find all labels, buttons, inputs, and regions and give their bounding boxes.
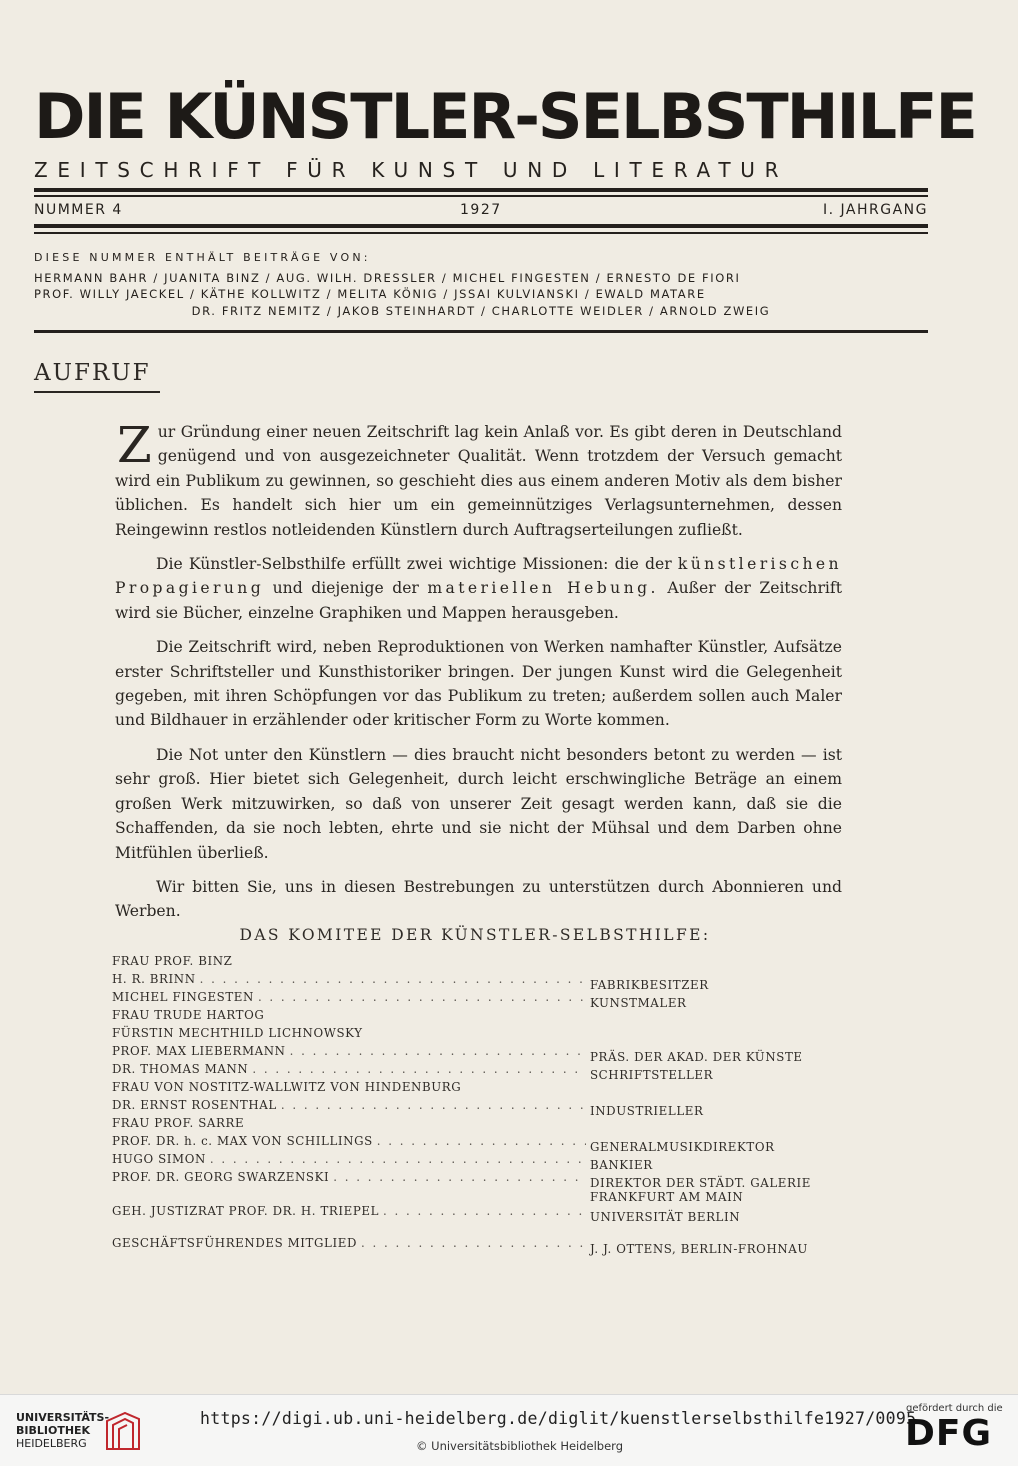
leader-dots [200,972,586,988]
committee-row [112,1044,842,1062]
managing-member-value: J. J. OTTENS, BERLIN-FROHNAU [590,1242,808,1256]
paragraph: Die Zeitschrift wird, neben Reproduktionen von Werken namhafter Künstler, Aufsätze erster Schriftsteller und Kunsthistoriker bringen. Der jungen Kunst wird die Gelegenheit gegeben, mit ihren Schöpfungen vor das Publikum zu treten; außerdem sollen auch Maler und Bildhauer in erzählender oder kritischer Form zu Worte kommen. [115,638,842,730]
committee-title: DAS KOMITEE DER KÜNSTLER-SELBSTHILFE: [239,926,711,944]
library-name-line: UNIVERSITÄTS- [16,1411,110,1424]
member-name: H. R. BRINN [112,972,196,986]
managing-member-label: GESCHÄFTSFÜHRENDES MITGLIED [112,1236,358,1250]
member-role: GENERALMUSIKDIREKTOR [590,1140,775,1154]
member-role: FABRIKBESITZER [590,978,709,992]
member-name: DR. THOMAS MANN [112,1062,249,1076]
leader-dots [377,1134,586,1150]
contributors-heading: DIESE NUMMER ENTHÄLT BEITRÄGE VON: [34,251,371,264]
committee-row [112,1170,842,1204]
paragraph-text: und diejenige der [272,579,419,598]
contributors-line: DR. FRITZ NEMITZ / JAKOB STEINHARDT / CHARLOTTE WEIDLER / ARNOLD ZWEIG [191,304,771,318]
leader-dots [210,1152,586,1168]
header-rule [34,188,928,192]
leader-dots [333,1170,586,1186]
paragraph [115,552,842,625]
library-name[interactable] [16,1411,109,1450]
article-body [115,416,842,934]
member-name: PROF. DR. h. c. MAX VON SCHILLINGS [112,1134,373,1148]
leader-dots [258,990,586,1006]
dfg-logo[interactable]: DFG [905,1413,993,1454]
library-logo-icon[interactable] [103,1409,143,1453]
header-rule-thin [34,195,928,197]
member-role: KUNSTMALER [590,996,687,1010]
committee-row [112,1098,842,1116]
member-name: MICHEL FINGESTEN [112,990,254,1004]
member-name: FRAU PROF. SARRE [112,1116,245,1130]
committee-row [112,1008,842,1026]
library-name-line: HEIDELBERG [16,1437,87,1450]
paragraph: Die Not unter den Künstlern — dies braucht nicht besonders betont zu werden — ist sehr groß. Hier bietet sich Gelegenheit, durch leicht erschwingliche Beträge an einem großen Werk mitzuwirken, so daß von unserer Zeit gesagt werden kann, daß sie die Schaffenden, da sie noch lebten, ehrte und sie nicht der Mühsal und dem Darben ohne Mitfühlen überließ. [115,745,842,862]
member-name: HUGO SIMON [112,1152,206,1166]
issue-year: 1927 [460,202,502,218]
leader-dots [290,1044,586,1060]
committee-row [112,1134,842,1152]
committee-row [112,972,842,990]
leader-dots [361,1236,586,1252]
magazine-subtitle: ZEITSCHRIFT FÜR KUNST UND LITERATUR [34,158,789,182]
paragraph-text: Die Künstler-Selbsthilfe erfüllt zwei wichtige Missionen: die der [156,555,672,574]
issue-rule-thin [34,232,928,234]
library-name-line: BIBLIOTHEK [16,1424,91,1437]
issue-rule [34,224,928,228]
member-role [590,1176,842,1204]
heading-underline [34,391,160,393]
member-role: BANKIER [590,1158,653,1172]
committee-row [112,990,842,1008]
committee-row [112,1236,842,1254]
leader-dots [252,1062,586,1078]
member-name: FÜRSTIN MECHTHILD LICHNOWSKY [112,1026,363,1040]
funding-label: gefördert durch die [906,1403,1003,1414]
leader-dots [383,1204,586,1220]
spaced-text: künstlerischen Propagierung [115,555,842,598]
magazine-title: DIE KÜNSTLER-SELBSTHILFE [34,80,976,153]
article-heading: AUFRUF [34,360,151,386]
contributors-line: HERMANN BAHR / JUANITA BINZ / AUG. WILH. DRESSLER / MICHEL FINGESTEN / ERNESTO DE FIORI [34,271,741,285]
paragraph [115,416,842,542]
member-name: GEH. JUSTIZRAT PROF. DR. H. TRIEPEL [112,1204,380,1218]
member-name: DR. ERNST ROSENTHAL [112,1098,277,1112]
drop-cap: Z [117,416,152,474]
member-name: FRAU VON NOSTITZ-WALLWITZ VON HINDENBURG [112,1080,462,1094]
member-role-line: DIREKTOR DER STÄDT. GALERIE [590,1176,811,1190]
member-role: UNIVERSITÄT BERLIN [590,1210,741,1224]
paragraph-text: ur Gründung einer neuen Zeitschrift lag kein Anlaß vor. Es gibt deren in Deutschland genügend und von ausgezeichneter Qualität. Wenn trotzdem der Versuch gemacht wird ein Publikum zu gewinnen, so geschieht dies aus einem anderen Motiv als dem bisher üblichen. Es handelt sich hier um ein gemeinnütziges Verlagsunternehmen, dessen Reingewinn restlos notleidenden Künstlern durch Auftragserteilungen zufließt. [115,423,842,539]
member-name: PROF. MAX LIEBERMANN [112,1044,286,1058]
copyright-notice: © Universitätsbibliothek Heidelberg [416,1439,624,1453]
member-role-line: FRANKFURT AM MAIN [590,1190,744,1204]
committee-row [112,1062,842,1080]
member-name: PROF. DR. GEORG SWARZENSKI [112,1170,330,1184]
member-role: PRÄS. DER AKAD. DER KÜNSTE [590,1050,803,1064]
member-name: FRAU TRUDE HARTOG [112,1008,265,1022]
permalink-url[interactable]: https://digi.ub.uni-heidelberg.de/diglit/kuenstlerselbsthilfe1927/0095 [200,1409,917,1428]
paragraph-text: Außer der Zeitschrift wird sie Bücher, einzelne Graphiken und Mappen herausgeben. [115,579,842,622]
committee-row [112,1152,842,1170]
committee-row [112,1026,842,1044]
member-name: FRAU PROF. BINZ [112,954,233,968]
member-role: SCHRIFTSTELLER [590,1068,714,1082]
contributors-line: PROF. WILLY JAECKEL / KÄTHE KOLLWITZ / MELITA KÖNIG / JSSAI KULVIANSKI / EWALD MATARE [34,287,706,301]
issue-number: NUMMER 4 [34,202,123,218]
contributors-rule [34,330,928,333]
spacer [112,1222,842,1236]
committee-row [112,1080,842,1098]
viewer-footer [0,1394,1018,1466]
committee-list [112,954,842,1254]
committee-row [112,1204,842,1222]
committee-row [112,1116,842,1134]
spaced-text: materiellen Hebung. [427,579,659,598]
issue-volume: I. JAHRGANG [823,202,928,218]
member-role: INDUSTRIELLER [590,1104,704,1118]
paragraph: Wir bitten Sie, uns in diesen Bestrebungen zu unterstützen durch Abonnieren und Werben. [115,877,842,921]
leader-dots [281,1098,586,1114]
committee-row [112,954,842,972]
